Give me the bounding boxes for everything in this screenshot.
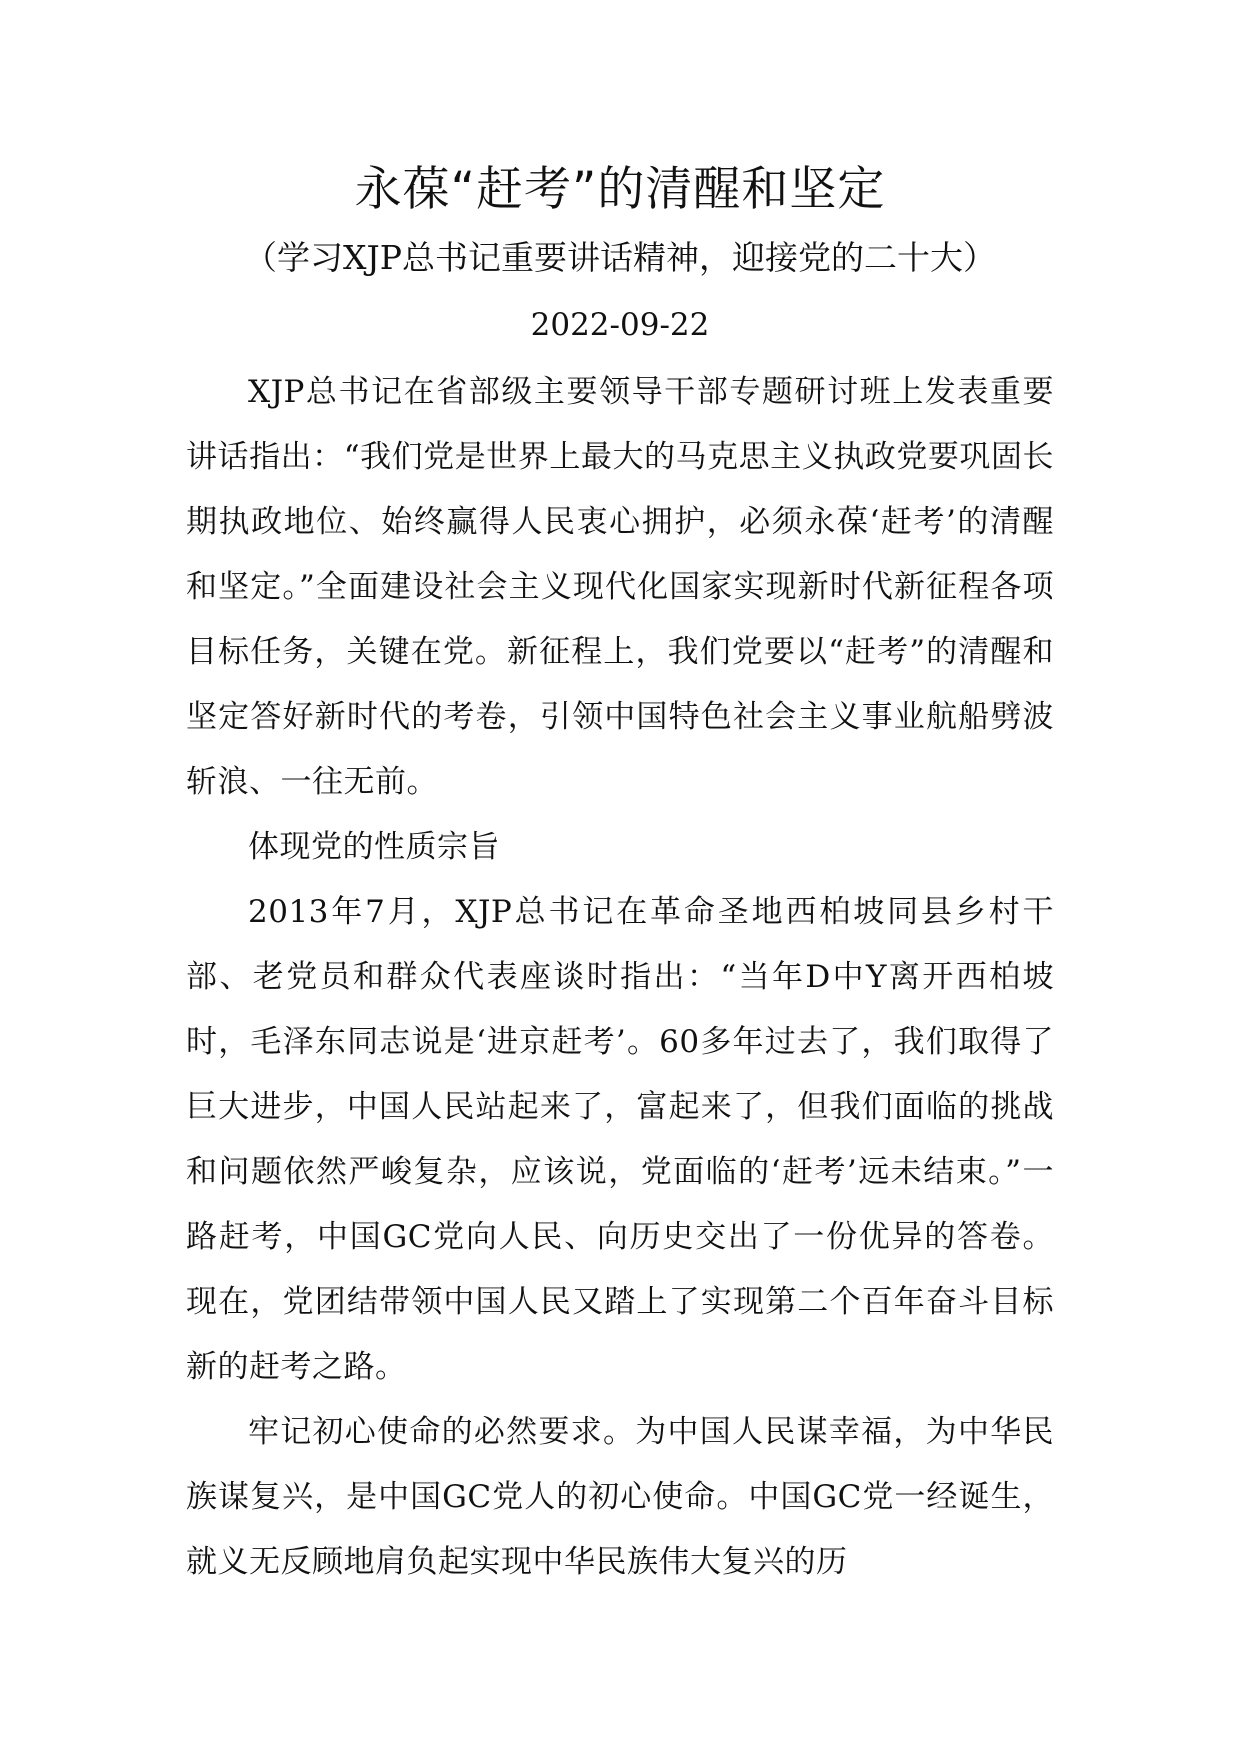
document-date: 2022-09-22: [530, 307, 710, 343]
document-subtitle: （学习XJP总书记重要讲话精神，迎接党的二十大）: [244, 238, 996, 277]
paragraph-xibaipo: 2013年7月，XJP总书记在革命圣地西柏坡同县乡村干部、老党员和群众代表座谈时指出：“当年D中Y离开西柏坡时，毛泽东同志说是‘进京赶考’。60多年过去了，我们取得了巨大进步，中国人民站起来了，富起来了，但我们面临的挑战和问题依然严峻复杂，应该说，党面临的‘赶考’远未结束。”一路赶考，中国GC党向人民、向历史交出了一份优异的答卷。现在，党团结带领中国人民又踏上了实现第二个百年奋斗目标新的赶考之路。: [186, 894, 1054, 1385]
document-title: 永葆“赶考”的清醒和坚定: [354, 162, 886, 217]
document-body: [186, 360, 1054, 1595]
section-heading: 体现党的性质宗旨: [248, 829, 500, 865]
paragraph-mission: 牢记初心使命的必然要求。为中国人民谋幸福，为中华民族谋复兴，是中国GC党人的初心使命。中国GC党一经诞生，就义无反顾地肩负起实现中华民族伟大复兴的历: [186, 1414, 1054, 1580]
paragraph-intro: XJP总书记在省部级主要领导干部专题研讨班上发表重要讲话指出：“我们党是世界上最大的马克思主义执政党要巩固长期执政地位、始终赢得人民衷心拥护，必须永葆‘赶考’的清醒和坚定。”全面建设社会主义现代化国家实现新时代新征程各项目标任务，关键在党。新征程上，我们党要以“赶考”的清醒和坚定答好新时代的考卷，引领中国特色社会主义事业航船劈波斩浪、一往无前。: [186, 374, 1054, 800]
